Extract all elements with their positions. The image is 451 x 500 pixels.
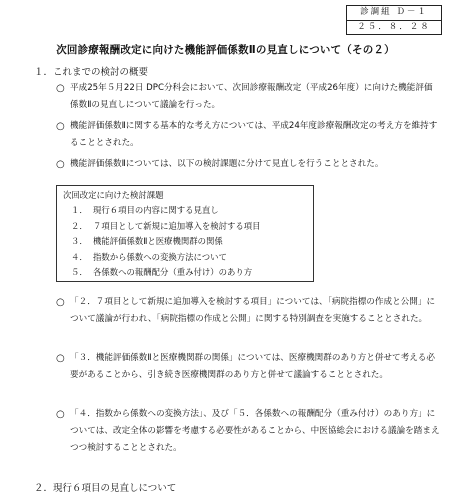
document-id: 診調組 Ｄ－１ <box>347 6 441 21</box>
topic-number: ３． <box>71 236 88 246</box>
section-1-heading: １．これまでの検討の概要 <box>34 67 149 78</box>
paragraph-2 <box>56 118 441 152</box>
paragraph-text: 機能評価係数Ⅱに関する基本的な考え方については、平成24年度診療報酬改定の考え方を維持することとされた。 <box>70 121 438 148</box>
topic-number: ２． <box>71 220 88 231</box>
topic-number: ５． <box>71 267 88 277</box>
bullet-circle: ○ <box>56 353 65 364</box>
topic-item <box>71 250 261 266</box>
paragraph-text: 「２．７項目として新規に追加導入を検討する項目」については、「病院指標の作成と公開」について議論が行われ、「病院指標の作成と公開」に関する特別調査を実施することとされた。 <box>70 297 436 324</box>
paragraph-6 <box>56 406 441 457</box>
section-2-heading: ２．現行６項目の見直しについて <box>34 483 177 494</box>
topic-item <box>71 265 261 281</box>
topic-item <box>71 234 261 250</box>
paragraph-text: 「４．指数から係数への変換方法」、及び「５．各係数への報酬配分（重み付け）のあり方」については、改定全体の影響を考慮する必要性があることから、中医協総会における議論を踏まえつつ検討することとされた。 <box>70 409 440 453</box>
document-date: ２５．８．２８ <box>357 22 431 32</box>
topics-box-title: 次回改定に向けた検討課題 <box>63 190 164 200</box>
topic-label: 機能評価係数Ⅱと医療機関群の関係 <box>93 236 223 246</box>
bullet-circle: ○ <box>56 159 65 170</box>
paragraph-5 <box>56 350 441 384</box>
topic-label: 指数から係数への変換方法について <box>93 251 227 262</box>
topics-list <box>71 203 261 281</box>
topic-label: 現行６項目の内容に関する見直し <box>93 205 219 215</box>
paragraph-3 <box>56 156 441 173</box>
topic-label: 各係数への報酬配分（重み付け）のあり方 <box>93 267 253 277</box>
paragraph-4 <box>56 294 441 328</box>
paragraph-1 <box>56 80 441 114</box>
topics-box <box>56 185 314 282</box>
topic-label: ７項目として新規に追加導入を検討する項目 <box>93 220 261 231</box>
topic-number: １． <box>71 205 88 215</box>
bullet-circle: ○ <box>56 83 65 94</box>
bullet-circle: ○ <box>56 409 65 420</box>
document-id-box <box>346 5 442 35</box>
paragraph-text: 平成25年５月22日 DPC分科会において、次回診療報酬改定（平成26年度）に向けた機能評価係数Ⅱの見直しについて議論を行った。 <box>70 83 433 110</box>
bullet-circle: ○ <box>56 297 65 308</box>
paragraph-text: 「３．機能評価係数Ⅱと医療機関群の関係」については、医療機関群のあり方と併せて考える必要があることから、引き続き医療機関群のあり方と併せて議論することとされた。 <box>70 353 435 380</box>
bullet-circle: ○ <box>56 121 65 132</box>
topic-number: ４． <box>71 251 88 262</box>
topic-item <box>71 203 261 219</box>
paragraph-text: 機能評価係数Ⅱについては、以下の検討課題に分けて見直しを行うこととされた。 <box>70 159 384 169</box>
topic-item <box>71 219 261 235</box>
document-title: 次回診療報酬改定に向けた機能評価係数Ⅱの見直しについて（その２） <box>56 44 395 56</box>
